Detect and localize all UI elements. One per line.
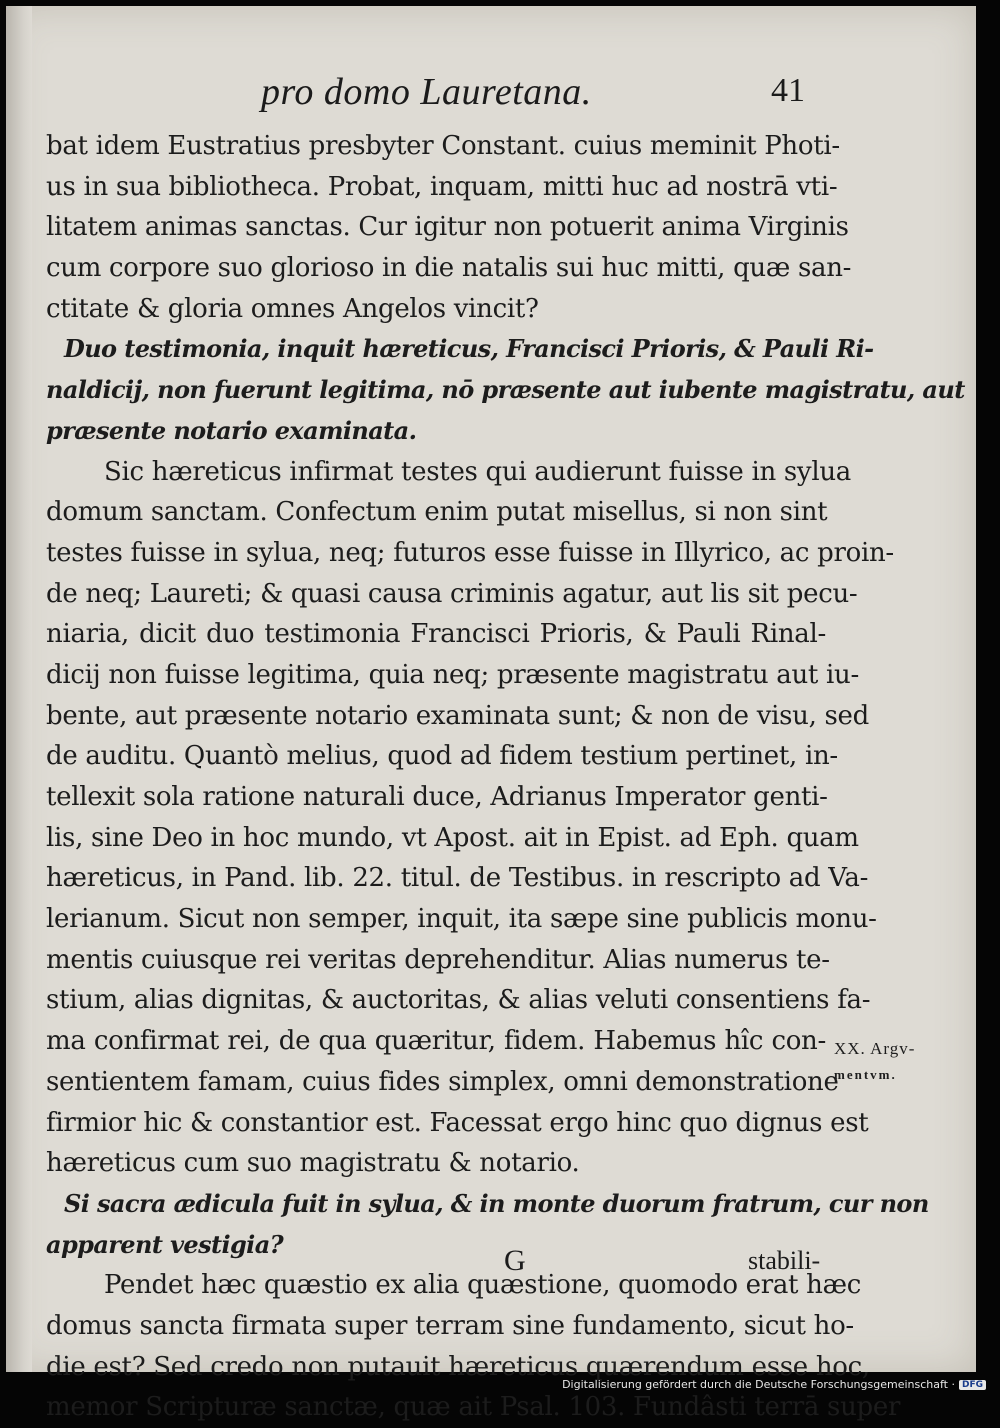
running-title: pro domo Lauretana. bbox=[261, 71, 592, 113]
text-line: die est? Sed credo non putauit hæreticus quærendum esse hoc, bbox=[46, 1351, 870, 1382]
text-line: hæreticus, in Pand. lib. 22. titul. de Testibus. in rescripto ad Va- bbox=[46, 863, 869, 894]
text-line: domus sancta firmata super terram sine fundamento, sicut ho- bbox=[46, 1310, 854, 1341]
text-line: tellexit sola ratione naturali duce, Adrianus Imperator genti- bbox=[46, 782, 828, 812]
text-line: litatem animas sanctas. Cur igitur non potuerit anima Virginis bbox=[46, 212, 849, 243]
text-line: lis, sine Deo in hoc mundo, vt Apost. ait in Epist. ad Eph. quam bbox=[46, 822, 859, 853]
signature-mark: G bbox=[504, 1244, 526, 1277]
text-line: hæreticus cum suo magistratu & notario. bbox=[46, 1148, 580, 1179]
text-line: lerianum. Sicut non semper, inquit, ita sæpe sine publicis monu- bbox=[46, 904, 877, 935]
text-line: memor Scripturæ sanctæ, quæ ait Psal. 103. Fundâsti terrā super bbox=[46, 1392, 901, 1423]
text-line: cum corpore suo glorioso in die natalis sui huc mitti, quæ san- bbox=[46, 253, 852, 284]
text-line: Si sacra ædicula fuit in sylua, & in monte duorum fratrum, cur non bbox=[64, 1188, 929, 1218]
text-line: præsente notario examinata. bbox=[46, 415, 417, 445]
text-line: mentis cuiusque rei veritas deprehenditur. Alias numerus te- bbox=[46, 944, 830, 975]
page-header bbox=[46, 70, 826, 120]
text-line: firmior hic & constantior est. Facessat ergo hinc quo dignus est bbox=[46, 1107, 869, 1138]
text-line: niaria, dicit duo testimonia Francisci Prioris, & Pauli Rinal- bbox=[46, 619, 826, 650]
text-line: de auditu. Quantò melius, quod ad fidem testium pertinet, in- bbox=[46, 741, 838, 772]
footer-text: Digitalisierung gefördert durch die Deutsche Forschungsgemeinschaft · bbox=[562, 1378, 955, 1391]
text-line: ma confirmat rei, de qua quæritur, fidem. Habemus hîc con- bbox=[46, 1026, 826, 1057]
text-line: testes fuisse in sylua, neq; futuros esse fuisse in Illyrico, ac proin- bbox=[46, 537, 894, 568]
text-line: us in sua bibliotheca. Probat, inquam, mitti huc ad nostrā vti- bbox=[46, 171, 838, 202]
text-line: Pendet hæc quæstio ex alia quæstione, quomodo erat hæc bbox=[104, 1270, 862, 1301]
text-line: sentientem famam, cuius fides simplex, omni demonstratione bbox=[46, 1066, 839, 1097]
text-line: ctitate & gloria omnes Angelos vincit? bbox=[46, 293, 539, 324]
text-line: naldicij, non fuerunt legitima, nō præsente aut iubente magistratu, aut bbox=[46, 375, 965, 405]
marginal-note-line: mentvm. bbox=[834, 1067, 897, 1082]
page-number: 41 bbox=[771, 72, 805, 109]
text-line: bente, aut præsente notario examinata sunt; & non de visu, sed bbox=[46, 700, 869, 731]
digitization-footer bbox=[562, 1378, 986, 1391]
binding-gutter bbox=[6, 6, 32, 1372]
text-line: domum sanctam. Confectum enim putat misellus, si non sint bbox=[46, 497, 828, 528]
text-line: Sic hæreticus infirmat testes qui audierunt fuisse in sylua bbox=[104, 456, 851, 487]
text-line: bat idem Eustratius presbyter Constant. cuius meminit Photi- bbox=[46, 131, 840, 161]
text-line: de neq; Laureti; & quasi causa criminis agatur, aut lis sit pecu- bbox=[46, 578, 858, 609]
text-line: stium, alias dignitas, & auctoritas, & alias veluti consentiens fa- bbox=[46, 985, 871, 1016]
text-line: dicij non fuisse legitima, quia neq; præsente magistratu aut iu- bbox=[46, 659, 859, 690]
marginal-note bbox=[834, 1036, 915, 1088]
text-line: Duo testimonia, inquit hæreticus, Francisci Prioris, & Pauli Ri- bbox=[64, 334, 874, 364]
text-line: apparent vestigia? bbox=[46, 1229, 284, 1259]
catchword: stabili- bbox=[748, 1246, 821, 1275]
dfg-logo-icon: DFG bbox=[959, 1380, 986, 1390]
marginal-note-line: XX. Argv- bbox=[834, 1039, 916, 1058]
